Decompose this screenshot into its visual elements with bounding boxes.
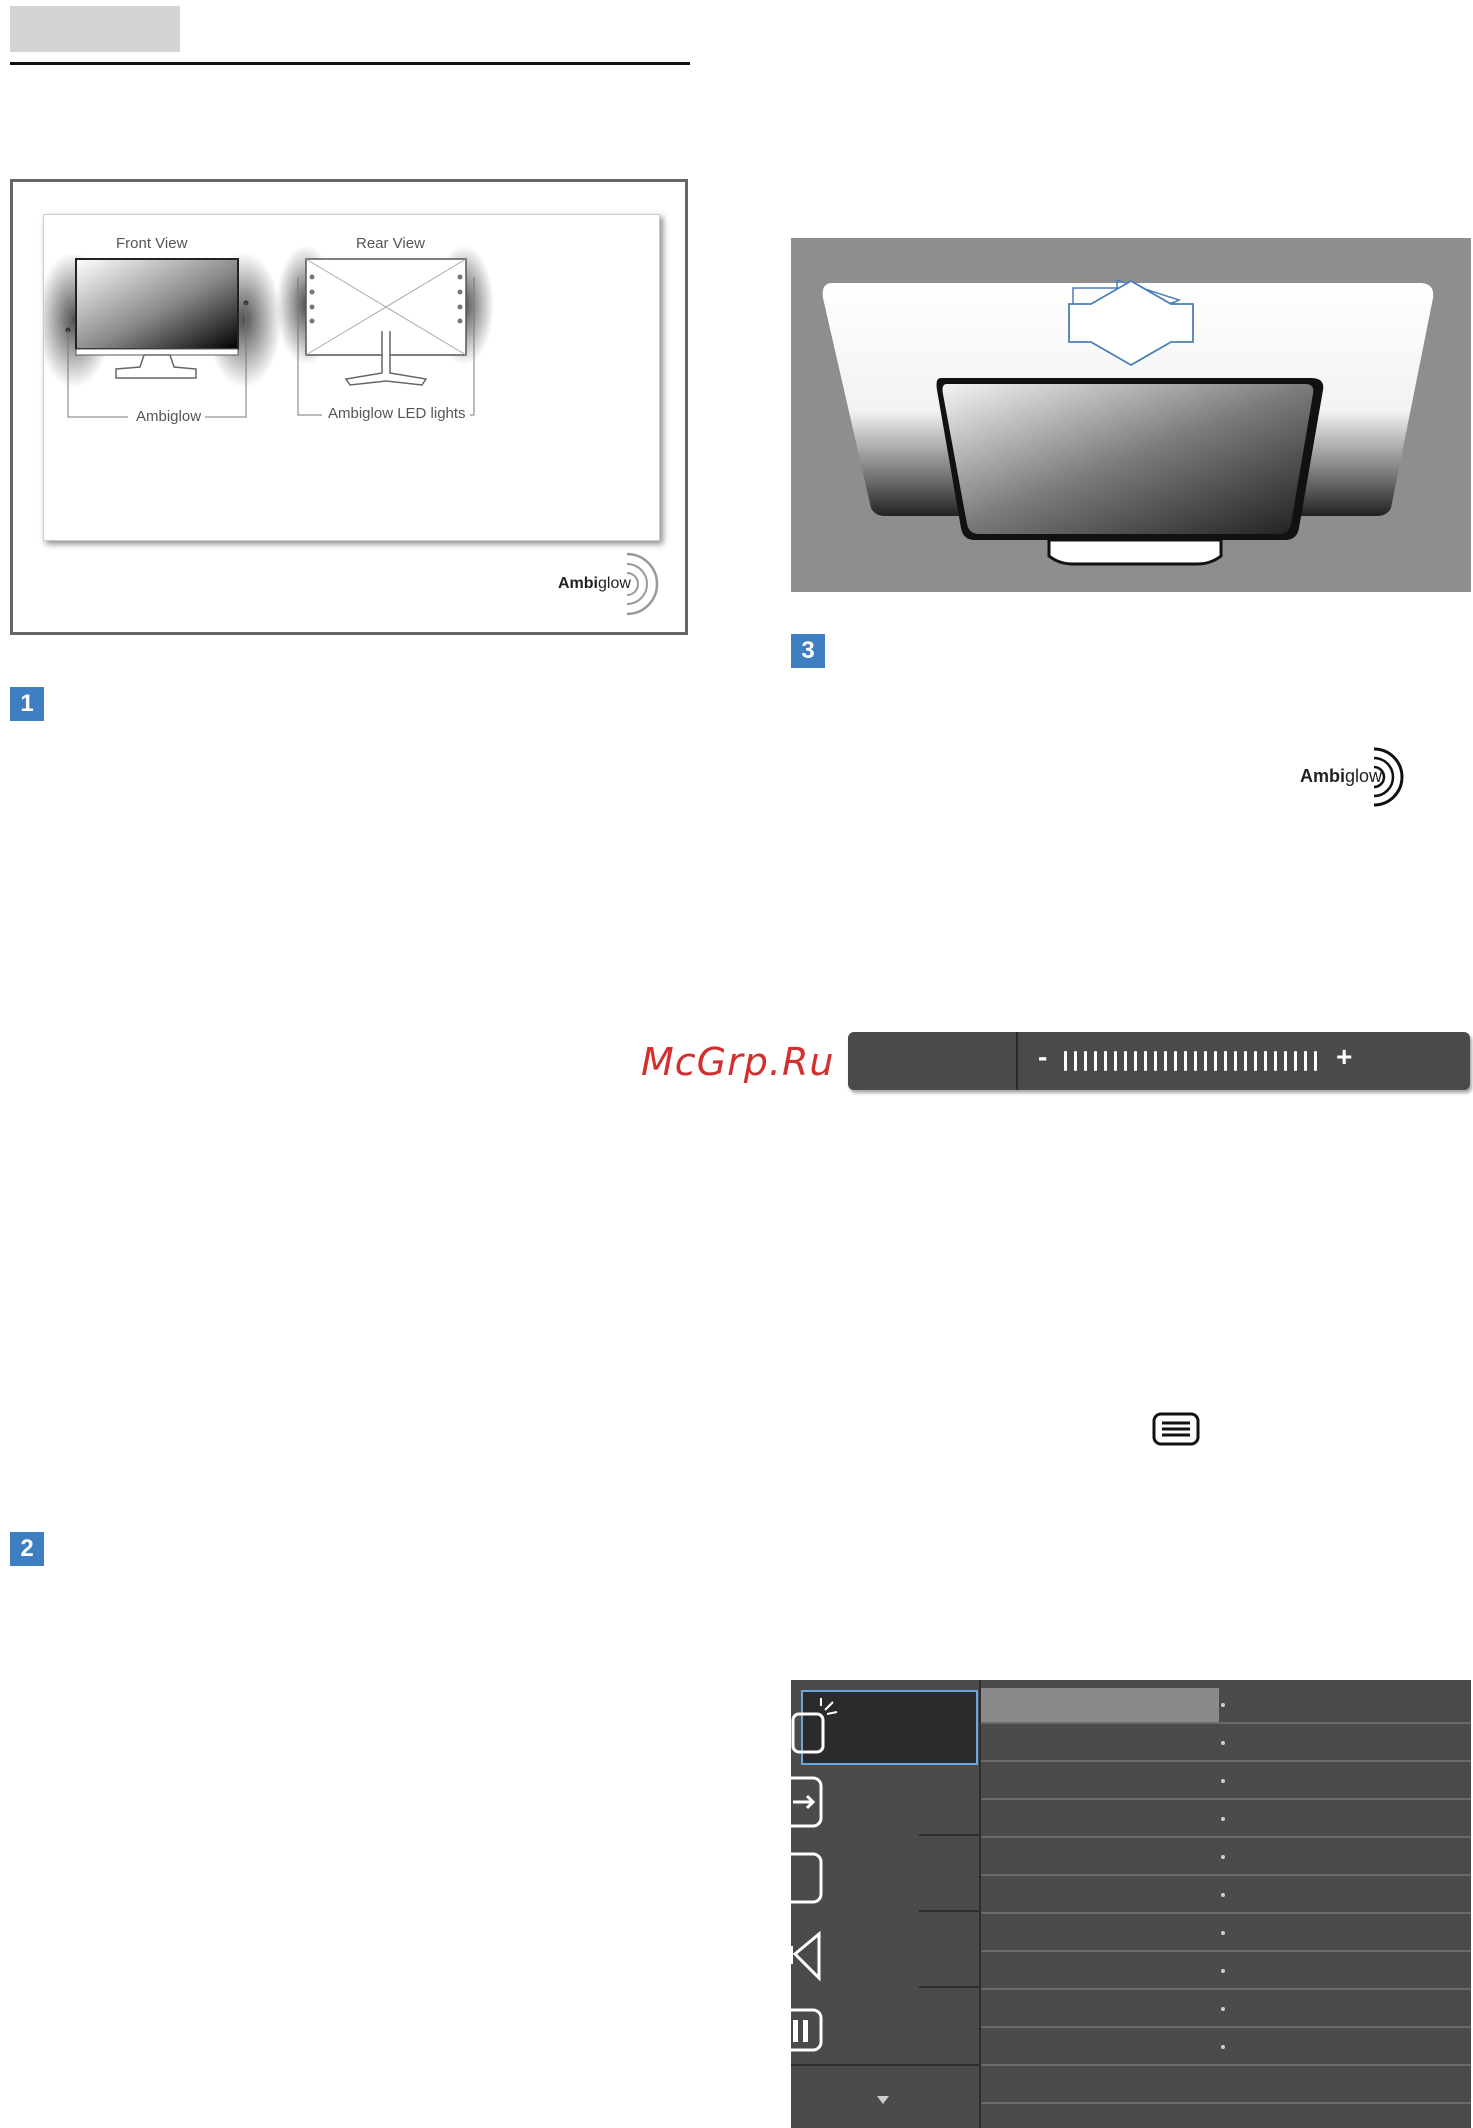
figure-logo <box>558 575 631 593</box>
slider-tick <box>1304 1051 1307 1071</box>
slider-tick <box>1244 1051 1247 1071</box>
osd-cat-setup[interactable] <box>791 1996 979 2072</box>
osd-menu <box>791 1680 1471 2128</box>
figure-diagram <box>43 214 660 541</box>
slider-tick <box>1164 1051 1167 1071</box>
step-badge-1: 1 <box>10 687 44 721</box>
slider-tick <box>1174 1051 1177 1071</box>
osd-option-row[interactable] <box>981 1954 1471 1990</box>
step-badge-2: 2 <box>10 1532 44 1566</box>
osd-option-row[interactable] <box>981 1916 1471 1952</box>
slider-tick <box>1234 1051 1237 1071</box>
monitor-ambiglow-photo <box>791 238 1471 592</box>
slider-tick <box>1124 1051 1127 1071</box>
ambiglow-figure <box>10 179 688 635</box>
osd-option-row[interactable] <box>981 2030 1471 2066</box>
slider-tick <box>1064 1051 1067 1071</box>
ambiglow-logo <box>1300 746 1410 808</box>
slider-tick <box>1144 1051 1147 1071</box>
osd-option-row[interactable] <box>981 2068 1471 2104</box>
slider-tick <box>1274 1051 1277 1071</box>
front-monitor <box>76 259 238 349</box>
slider-tick <box>1094 1051 1097 1071</box>
osd-option-row[interactable] <box>981 1726 1471 1762</box>
rear-view-label: Rear View <box>356 235 425 252</box>
osd-option-row[interactable] <box>981 1688 1471 1724</box>
slider-tick <box>1194 1051 1197 1071</box>
osd-option-row[interactable] <box>981 1764 1471 1800</box>
slider-tick <box>1314 1051 1317 1071</box>
figure-logo-bold: Ambi <box>558 575 598 592</box>
setup-icon <box>791 2000 839 2060</box>
logo-right-light: glow <box>1345 766 1383 786</box>
front-rear-diagram <box>44 215 659 540</box>
slider-tick <box>1084 1051 1087 1071</box>
slider-tick <box>1104 1051 1107 1071</box>
figure-logo-light: glow <box>598 575 631 592</box>
slider-tick <box>1264 1051 1267 1071</box>
slider-tick <box>1254 1051 1257 1071</box>
osd-cat-picture[interactable] <box>791 1844 979 1920</box>
slider-tick <box>1224 1051 1227 1071</box>
slider-increase[interactable]: + <box>1336 1041 1353 1072</box>
logo-right-bold: Ambi <box>1300 766 1345 786</box>
slider-tick <box>1294 1051 1297 1071</box>
picture-icon <box>791 1848 839 1908</box>
slider-tick <box>1114 1051 1117 1071</box>
osd-option-row[interactable] <box>981 1840 1471 1876</box>
slider-tick <box>1154 1051 1157 1071</box>
osd-option-row[interactable] <box>981 1802 1471 1838</box>
slider-tick <box>1214 1051 1217 1071</box>
brightness-slider[interactable] <box>848 1032 1470 1090</box>
slider-tick <box>1134 1051 1137 1071</box>
slider-tick <box>1204 1051 1207 1071</box>
led-lights-label: Ambiglow LED lights <box>324 405 470 422</box>
slider-tick <box>1184 1051 1187 1071</box>
front-view-label: Front View <box>116 235 188 252</box>
slider-level[interactable] <box>1064 1050 1324 1072</box>
audio-icon <box>791 1924 839 1984</box>
slider-tick <box>1284 1051 1287 1071</box>
menu-button-icon <box>1152 1412 1200 1448</box>
slider-divider <box>1016 1032 1018 1090</box>
step-badge-3: 3 <box>791 634 825 668</box>
watermark: McGrp.Ru <box>641 1040 835 1084</box>
osd-option-row[interactable] <box>981 1992 1471 2028</box>
ambiglow-label: Ambiglow <box>132 408 205 425</box>
header-tab <box>10 6 180 52</box>
slider-decrease[interactable]: - <box>1038 1041 1048 1072</box>
osd-cat-input[interactable] <box>791 1768 979 1844</box>
ambiglow-icon <box>1372 746 1408 808</box>
osd-category-list <box>791 1680 979 2128</box>
ambiglow-menu-icon <box>791 1696 841 1758</box>
input-icon <box>791 1772 839 1832</box>
figure-ambiglow-icon <box>625 548 665 620</box>
osd-cat-ambiglow[interactable] <box>801 1690 978 1765</box>
osd-option-row[interactable] <box>981 1878 1471 1914</box>
header-rule <box>10 62 690 65</box>
osd-cat-audio[interactable] <box>791 1920 979 1996</box>
scroll-down-icon[interactable] <box>875 2094 891 2106</box>
slider-tick <box>1074 1051 1077 1071</box>
